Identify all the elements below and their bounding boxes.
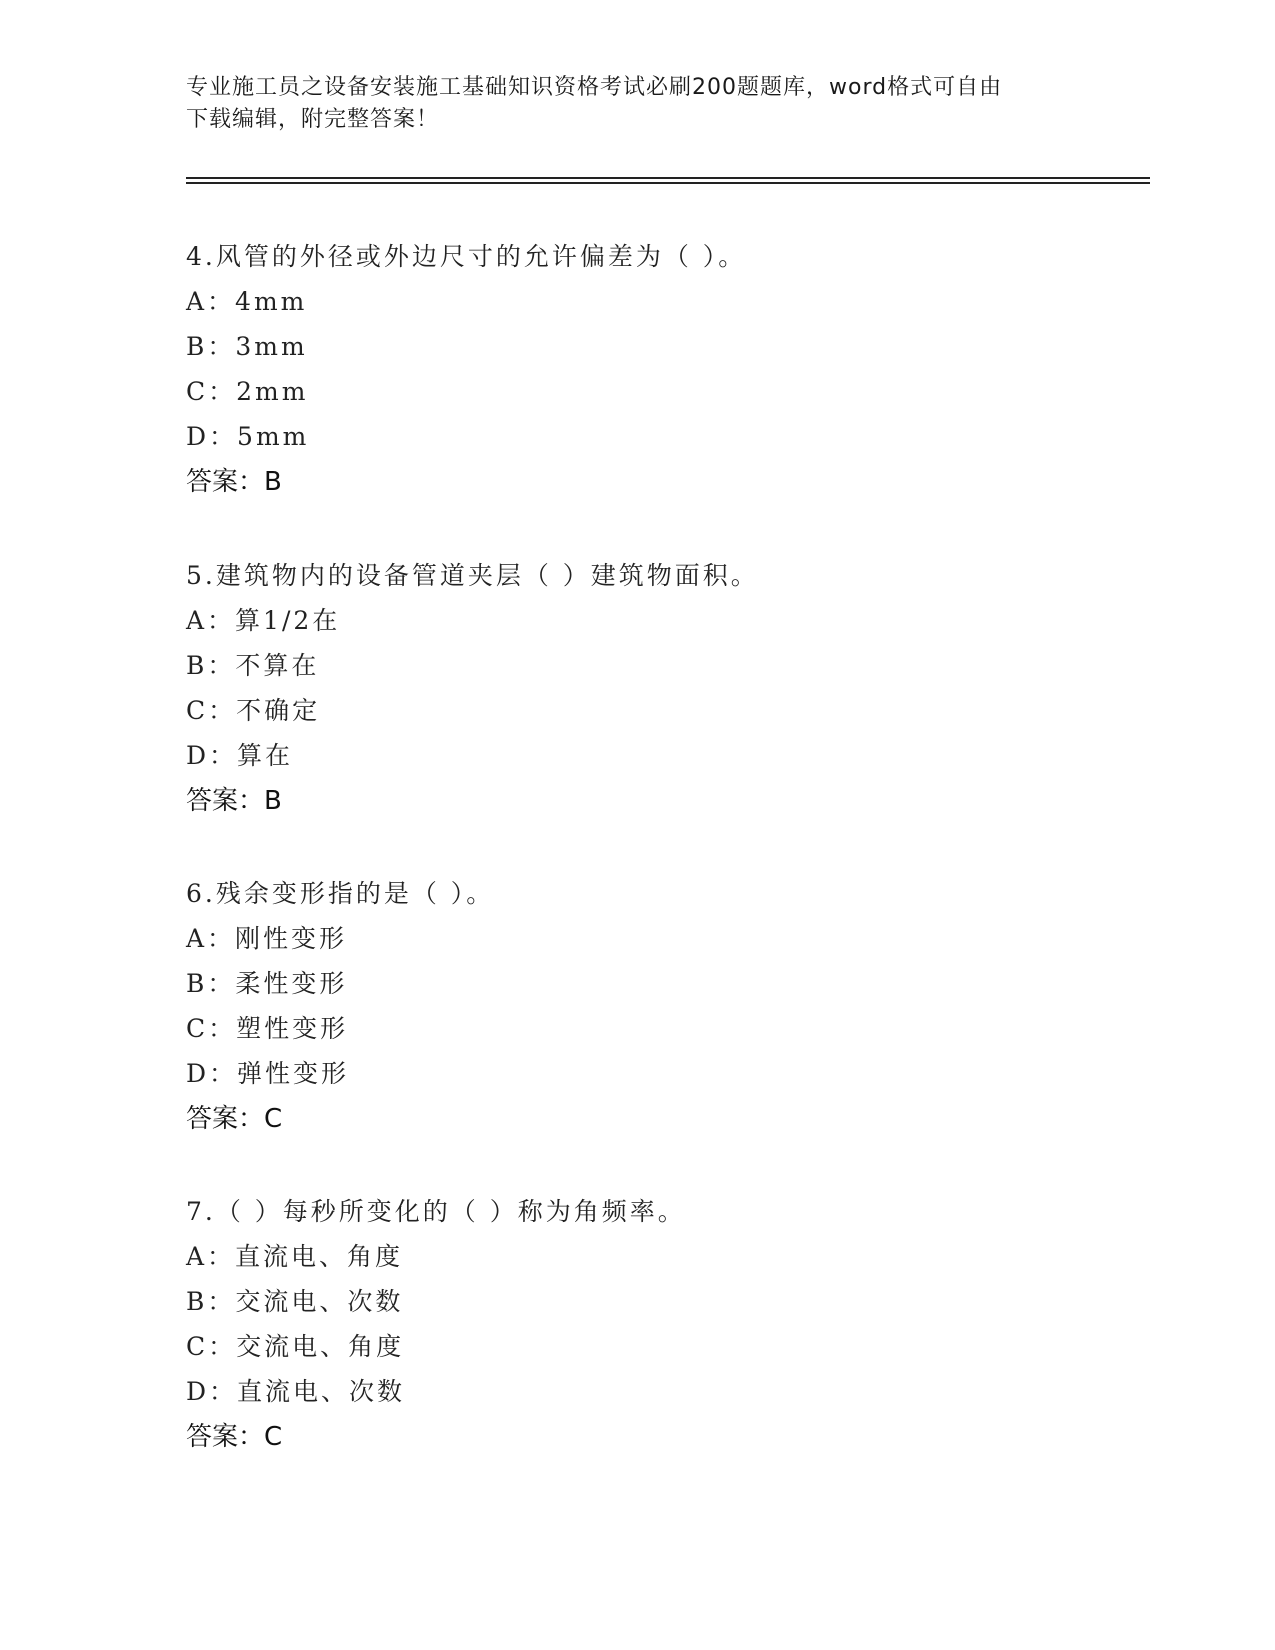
answer: 答案：B — [186, 786, 282, 816]
option-a: A：刚性变形 — [186, 924, 348, 953]
option-c: C：交流电、角度 — [186, 1332, 405, 1361]
answer: 答案：C — [186, 1104, 283, 1134]
option-a: A：算1/2在 — [186, 606, 341, 635]
question-block — [186, 1189, 1146, 1460]
answer: 答案：C — [186, 1422, 283, 1452]
question-title: 6.残余变形指的是（ ）。 — [186, 879, 495, 908]
option-d: D：5mm — [186, 422, 310, 451]
question-title: 5.建筑物内的设备管道夹层（ ）建筑物面积。 — [186, 561, 759, 590]
question-title: 7.（ ）每秒所变化的（ ）称为角频率。 — [186, 1197, 686, 1226]
question-block — [186, 871, 1146, 1142]
option-c: C：塑性变形 — [186, 1014, 349, 1043]
option-b: B：柔性变形 — [186, 969, 348, 998]
option-b: B：交流电、次数 — [186, 1287, 404, 1316]
document-header — [186, 72, 1086, 136]
header-line-1: 专业施工员之设备安装施工基础知识资格考试必刷200题题库，word格式可自由 — [186, 75, 1003, 100]
header-line-2: 下载编辑，附完整答案！ — [186, 107, 440, 132]
option-b: B：不算在 — [186, 651, 320, 680]
option-d: D：直流电、次数 — [186, 1377, 406, 1406]
question-title: 4.风管的外径或外边尺寸的允许偏差为（ ）。 — [186, 242, 747, 271]
question-block — [186, 234, 1146, 505]
option-b: B：3mm — [186, 332, 308, 361]
header-divider-bottom — [186, 182, 1150, 184]
option-c: C：2mm — [186, 377, 309, 406]
option-a: A：4mm — [186, 287, 308, 316]
answer: 答案：B — [186, 467, 282, 497]
header-divider-top — [186, 177, 1150, 179]
option-d: D：算在 — [186, 741, 294, 770]
question-block — [186, 553, 1146, 824]
option-c: C：不确定 — [186, 696, 321, 725]
option-d: D：弹性变形 — [186, 1059, 350, 1088]
option-a: A：直流电、角度 — [186, 1242, 404, 1271]
